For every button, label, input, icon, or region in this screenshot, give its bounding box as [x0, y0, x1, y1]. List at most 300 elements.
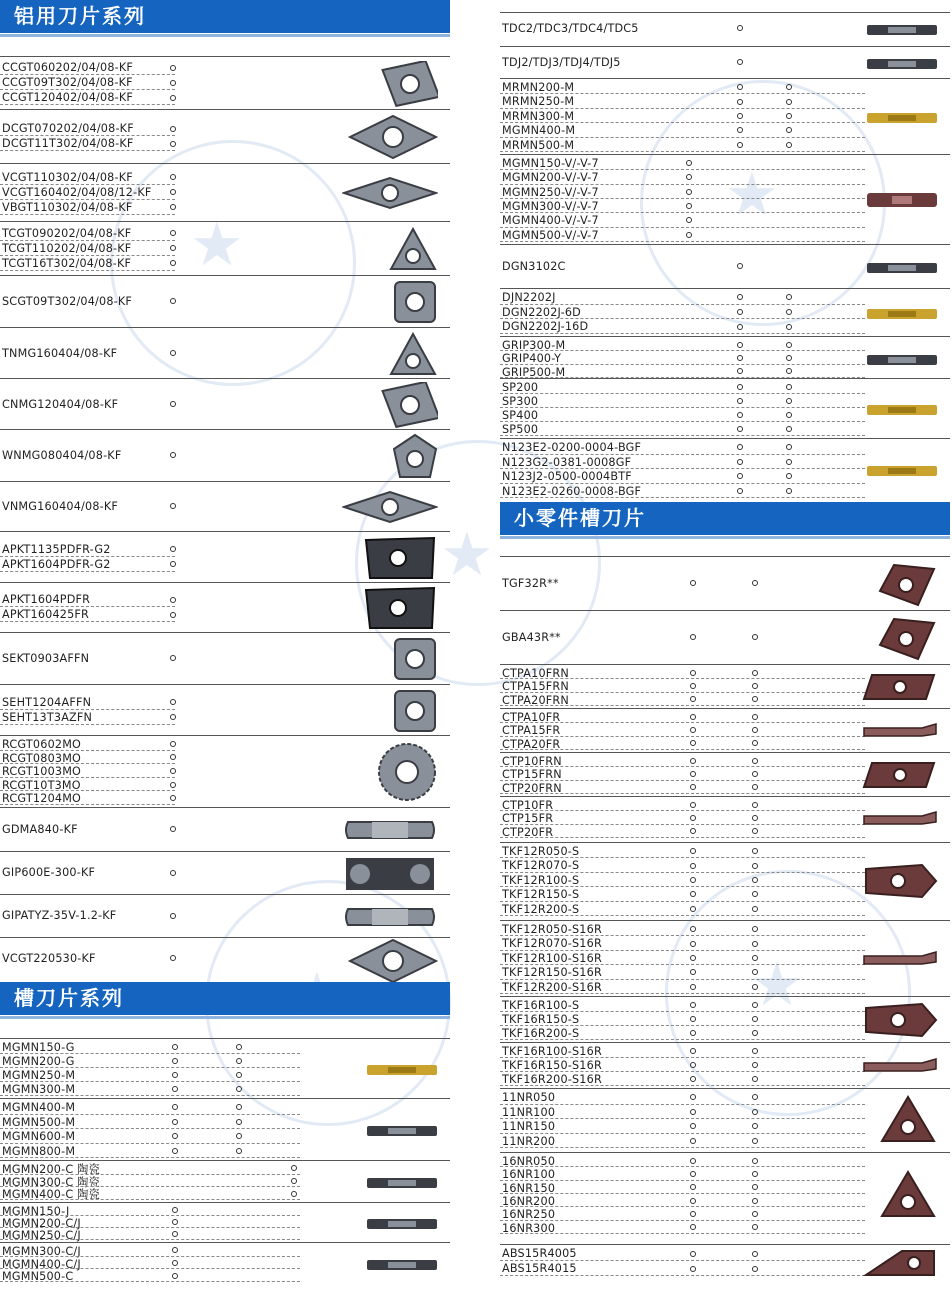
- list-item: [500, 21, 870, 36]
- availability-mark: [737, 263, 743, 269]
- model-number: N123G2-0381-0008GF: [502, 455, 632, 469]
- availability-mark: [172, 1231, 178, 1237]
- availability-mark: [291, 1178, 297, 1184]
- ctpa-frn-insert-icon: [862, 671, 938, 707]
- availability-mark: [690, 802, 696, 808]
- availability-mark: [690, 1158, 696, 1164]
- list-item: [0, 592, 370, 607]
- row-divider: [0, 1199, 300, 1200]
- availability-mark: [690, 771, 696, 777]
- insert-group: [500, 1152, 950, 1236]
- insert-group: [500, 1088, 950, 1150]
- availability-mark: [752, 1002, 758, 1008]
- availability-mark: [690, 877, 696, 883]
- model-number: ABS15R4015: [502, 1262, 577, 1275]
- tcgt-insert-icon: [388, 226, 438, 276]
- list-item: [0, 951, 370, 966]
- availability-mark: [690, 1224, 696, 1230]
- availability-mark: [690, 1016, 696, 1022]
- model-number: 11NR100: [502, 1105, 556, 1119]
- model-number: MRMN200-M: [502, 81, 575, 94]
- availability-mark: [752, 1016, 758, 1022]
- availability-mark: [690, 1030, 696, 1036]
- model-number: MGMN400-C/J: [2, 1257, 81, 1271]
- availability-mark: [690, 1198, 696, 1204]
- row-divider: [500, 993, 865, 994]
- list-item: [500, 455, 870, 470]
- model-number: SP300: [502, 395, 539, 408]
- list-item: [0, 60, 370, 75]
- 16nr-insert-icon: [878, 1170, 938, 1224]
- list-item: [0, 1082, 370, 1097]
- availability-mark: [737, 309, 743, 315]
- row-divider: [500, 1085, 865, 1086]
- availability-mark: [291, 1191, 297, 1197]
- section-header-small-parts: 小零件槽刀片: [500, 502, 950, 535]
- model-number: MRMN250-M: [502, 95, 575, 109]
- row-divider: [0, 150, 175, 151]
- insert-group: [500, 842, 950, 918]
- list-item: [500, 80, 870, 95]
- gip-insert-icon: [342, 854, 438, 898]
- model-number: 16NR050: [502, 1155, 556, 1168]
- row-divider: [500, 837, 865, 838]
- insert-group: [0, 807, 450, 851]
- model-number: APKT160425FR: [2, 608, 90, 621]
- availability-mark: [690, 714, 696, 720]
- availability-mark: [737, 59, 743, 65]
- model-number: TDJ2/TDJ3/TDJ4/TDJ5: [502, 55, 621, 69]
- model-number: MGMN300-C 陶瓷: [2, 1175, 100, 1189]
- model-number: APKT1135PDFR-G2: [2, 542, 111, 556]
- availability-mark: [752, 1094, 758, 1100]
- list-item: [500, 213, 870, 228]
- row-divider: [0, 571, 175, 572]
- model-number: TDC2/TDC3/TDC4/TDC5: [502, 21, 639, 35]
- list-item: [500, 290, 870, 305]
- list-item: [500, 951, 870, 966]
- list-item: [500, 998, 870, 1013]
- wnmg-insert-icon: [392, 433, 438, 483]
- model-number: VCGT160402/04/08/12-KF: [2, 185, 152, 199]
- availability-mark: [752, 1062, 758, 1068]
- insert-group: [500, 664, 950, 708]
- availability-mark: [752, 802, 758, 808]
- availability-mark: [690, 926, 696, 932]
- model-number: GRIP300-M: [502, 339, 566, 352]
- tnmg-insert-icon: [388, 331, 438, 381]
- model-number: MRMN500-M: [502, 138, 575, 152]
- list-item: [500, 259, 870, 274]
- list-item: [0, 791, 370, 806]
- insert-group: [500, 1244, 950, 1278]
- list-item: [500, 1119, 870, 1134]
- vcgt22-insert-icon: [348, 938, 438, 988]
- model-number: TKF12R070-S16R: [502, 937, 602, 951]
- availability-mark: [690, 955, 696, 961]
- model-number: ABS15R4005: [502, 1247, 577, 1260]
- availability-mark: [752, 740, 758, 746]
- availability-mark: [737, 355, 743, 361]
- availability-mark: [170, 298, 176, 304]
- model-number: RCGT1204MO: [2, 792, 82, 806]
- availability-mark: [170, 913, 176, 919]
- availability-mark: [172, 1044, 178, 1050]
- availability-mark: [737, 398, 743, 404]
- availability-mark: [172, 1072, 178, 1078]
- availability-mark: [690, 891, 696, 897]
- list-item: [500, 228, 870, 243]
- availability-mark: [172, 1058, 178, 1064]
- model-number: 11NR200: [502, 1134, 556, 1148]
- list-item: [0, 607, 370, 622]
- availability-mark: [170, 95, 176, 101]
- insert-group: [0, 221, 450, 275]
- model-number: APKT1604PDFR: [2, 593, 91, 606]
- availability-mark: [170, 546, 176, 552]
- availability-mark: [690, 683, 696, 689]
- model-number: APKT1604PDFR-G2: [2, 557, 111, 571]
- availability-mark: [752, 683, 758, 689]
- availability-mark: [690, 1048, 696, 1054]
- availability-mark: [786, 412, 792, 418]
- model-number: TKF12R050-S16R: [502, 923, 602, 936]
- model-number: MGMN150-V/-V-7: [502, 157, 599, 170]
- insert-group: [0, 481, 450, 531]
- row-divider: [0, 804, 175, 805]
- list-item: [0, 185, 370, 200]
- availability-mark: [737, 426, 743, 432]
- availability-mark: [690, 969, 696, 975]
- list-item: [0, 1144, 370, 1159]
- availability-mark: [690, 670, 696, 676]
- insert-group: [500, 438, 950, 500]
- model-number: DCGT11T302/04/08-KF: [2, 137, 134, 150]
- model-number: 11NR150: [502, 1120, 556, 1133]
- model-number: SEHT1204AFFN: [2, 695, 92, 709]
- model-number: CCGT09T302/04/08-KF: [2, 76, 133, 89]
- model-number: N123E2-0200-0004-BGF: [502, 441, 642, 454]
- sp-insert-icon: [866, 402, 938, 421]
- watermark-star-icon: ★: [750, 950, 804, 1020]
- watermark-star-icon: ★: [190, 210, 244, 280]
- list-item: [500, 138, 870, 153]
- availability-mark: [236, 1044, 242, 1050]
- list-item: [500, 965, 870, 980]
- model-number: DGN2202J-16D: [502, 320, 589, 334]
- model-number: TKF12R150-S16R: [502, 966, 602, 980]
- availability-mark: [786, 473, 792, 479]
- model-number: MGMN200-C/J: [2, 1217, 81, 1230]
- availability-mark: [737, 342, 743, 348]
- insert-group: [500, 556, 950, 610]
- dcgt-insert-icon: [348, 114, 438, 164]
- insert-group: [500, 1042, 950, 1088]
- model-number: SP200: [502, 381, 539, 394]
- list-item: [500, 199, 870, 214]
- availability-mark: [170, 782, 176, 788]
- list-item: [0, 822, 370, 837]
- availability-mark: [752, 926, 758, 932]
- row-divider: [500, 1147, 865, 1148]
- row-divider: [500, 749, 865, 750]
- availability-mark: [236, 1148, 242, 1154]
- model-number: CTP10FRN: [502, 755, 562, 768]
- availability-mark: [752, 941, 758, 947]
- model-number: MGMN500-M: [2, 1115, 76, 1129]
- list-item: [500, 185, 870, 200]
- availability-mark: [737, 384, 743, 390]
- availability-mark: [752, 758, 758, 764]
- model-number: CTPA15FRN: [502, 680, 569, 694]
- list-item: [500, 630, 870, 645]
- row-divider: [0, 270, 175, 271]
- row-divider: [500, 1233, 865, 1234]
- list-item: [0, 397, 370, 412]
- availability-mark: [752, 1224, 758, 1230]
- availability-mark: [752, 1158, 758, 1164]
- list-item: [500, 936, 870, 951]
- row-divider: [500, 241, 865, 242]
- list-item: [0, 651, 370, 666]
- model-number: DGN2202J-6D: [502, 305, 581, 319]
- availability-mark: [752, 955, 758, 961]
- availability-mark: [236, 1119, 242, 1125]
- model-number: DGN3102C: [502, 259, 566, 273]
- model-number: CCGT060202/04/08-KF: [2, 61, 134, 74]
- model-number: MGMN300-M: [2, 1083, 76, 1096]
- list-item: [500, 1261, 870, 1276]
- apkt-g2-insert-icon: [362, 536, 438, 584]
- tdc-insert-icon: [866, 22, 938, 41]
- model-number: TNMG160404/08-KF: [2, 346, 118, 360]
- availability-mark: [690, 696, 696, 702]
- availability-mark: [786, 355, 792, 361]
- list-item: [0, 1187, 370, 1202]
- list-item: [500, 693, 870, 708]
- availability-mark: [170, 870, 176, 876]
- model-number: RCGT0803MO: [2, 751, 82, 765]
- availability-mark: [170, 245, 176, 251]
- model-number: MGMN400-M: [502, 124, 576, 138]
- availability-mark: [737, 294, 743, 300]
- insert-group: [500, 46, 950, 78]
- availability-mark: [752, 863, 758, 869]
- availability-mark: [752, 1266, 758, 1272]
- insert-group: [0, 1098, 450, 1160]
- model-number: TKF12R070-S: [502, 859, 580, 873]
- row-divider: [500, 1275, 865, 1276]
- availability-mark: [170, 655, 176, 661]
- availability-mark: [690, 1123, 696, 1129]
- availability-mark: [690, 863, 696, 869]
- model-number: GIP600E-300-KF: [2, 866, 96, 879]
- model-number: GDMA840-KF: [2, 822, 78, 836]
- row-divider: [0, 724, 175, 725]
- availability-mark: [172, 1207, 178, 1213]
- model-number: 11NR050: [502, 1091, 556, 1104]
- availability-mark: [737, 324, 743, 330]
- availability-mark: [786, 142, 792, 148]
- model-number: DJN2202J: [502, 291, 556, 304]
- model-number: TKF12R050-S: [502, 845, 580, 858]
- list-item: [500, 858, 870, 873]
- n123-insert-icon: [866, 463, 938, 482]
- list-item: [0, 1115, 370, 1130]
- list-item: [500, 469, 870, 484]
- gdma-insert-icon: [342, 812, 438, 852]
- list-item: [0, 1269, 370, 1284]
- list-item: [500, 902, 870, 917]
- availability-mark: [737, 473, 743, 479]
- availability-mark: [172, 1260, 178, 1266]
- availability-mark: [170, 126, 176, 132]
- model-number: MGMN500-V/-V-7: [502, 228, 599, 242]
- model-number: VNMG160404/08-KF: [2, 499, 119, 513]
- availability-mark: [737, 99, 743, 105]
- model-number: CTP15FRN: [502, 768, 562, 782]
- model-number: VBGT110302/04/08-KF: [2, 200, 133, 214]
- model-number: TKF12R100-S: [502, 873, 580, 887]
- mgmn-v-insert-icon: [866, 190, 938, 214]
- availability-mark: [690, 1266, 696, 1272]
- availability-mark: [737, 412, 743, 418]
- availability-mark: [737, 444, 743, 450]
- availability-mark: [690, 758, 696, 764]
- model-number: MGMN600-M: [2, 1130, 76, 1143]
- list-item: [500, 1072, 870, 1087]
- list-item: [500, 484, 870, 499]
- dgn-insert-icon: [866, 260, 938, 279]
- availability-mark: [690, 1251, 696, 1257]
- availability-mark: [172, 1247, 178, 1253]
- insert-group: [500, 12, 950, 44]
- availability-mark: [752, 634, 758, 640]
- availability-mark: [786, 99, 792, 105]
- insert-group: [0, 1038, 450, 1098]
- availability-mark: [786, 368, 792, 374]
- list-item: [0, 1068, 370, 1083]
- availability-mark: [236, 1104, 242, 1110]
- list-item: [0, 1040, 370, 1055]
- availability-mark: [690, 1109, 696, 1115]
- availability-mark: [786, 309, 792, 315]
- availability-mark: [170, 699, 176, 705]
- availability-mark: [686, 203, 692, 209]
- insert-group: [0, 735, 450, 807]
- model-number: TKF16R150-S: [502, 1013, 580, 1026]
- availability-mark: [170, 174, 176, 180]
- tkf16-s16r-insert-icon: [862, 1057, 938, 1079]
- insert-group: [500, 610, 950, 664]
- vcgt-insert-icon: [342, 175, 438, 215]
- availability-mark: [172, 1148, 178, 1154]
- insert-group: [500, 708, 950, 752]
- tdj-insert-icon: [866, 56, 938, 75]
- availability-mark: [686, 174, 692, 180]
- availability-mark: [170, 768, 176, 774]
- availability-mark: [170, 612, 176, 618]
- availability-mark: [752, 1171, 758, 1177]
- availability-mark: [752, 1211, 758, 1217]
- model-number: TKF12R150-S: [502, 888, 580, 902]
- row-divider: [0, 1095, 300, 1096]
- model-number: CTPA10FRN: [502, 667, 569, 680]
- availability-mark: [752, 877, 758, 883]
- row-divider: [500, 435, 865, 436]
- availability-mark: [737, 368, 743, 374]
- list-item: [500, 1026, 870, 1041]
- list-item: [500, 980, 870, 995]
- model-number: MGMN400-C 陶瓷: [2, 1188, 100, 1202]
- model-number: MGMN250-V/-V-7: [502, 185, 599, 199]
- list-item: [0, 499, 370, 514]
- availability-mark: [690, 740, 696, 746]
- availability-mark: [690, 1171, 696, 1177]
- list-item: [0, 542, 370, 557]
- availability-mark: [786, 384, 792, 390]
- model-number: MGMN150-G: [2, 1041, 75, 1054]
- availability-mark: [170, 597, 176, 603]
- availability-mark: [170, 561, 176, 567]
- availability-mark: [170, 141, 176, 147]
- gold-groove-insert-icon: [366, 1062, 438, 1081]
- model-number: CTP20FRN: [502, 781, 562, 795]
- model-number: TCGT090202/04/08-KF: [2, 226, 132, 240]
- section-header-groove: 槽刀片系列: [0, 982, 450, 1015]
- model-number: CTPA15FR: [502, 724, 561, 738]
- availability-mark: [752, 670, 758, 676]
- availability-mark: [786, 127, 792, 133]
- availability-mark: [752, 1198, 758, 1204]
- availability-mark: [236, 1072, 242, 1078]
- insert-group: [0, 327, 450, 379]
- availability-mark: [170, 230, 176, 236]
- model-number: TCGT16T302/04/08-KF: [2, 256, 132, 270]
- availability-mark: [752, 1048, 758, 1054]
- list-item: [500, 576, 870, 591]
- list-item: [500, 440, 870, 455]
- model-number: TKF16R150-S16R: [502, 1059, 602, 1072]
- 11nr-insert-icon: [878, 1095, 938, 1149]
- availability-mark: [170, 714, 176, 720]
- row-divider: [500, 497, 865, 498]
- gba-insert-icon: [874, 615, 938, 665]
- row-divider: [500, 793, 865, 794]
- model-number: RCGT0602MO: [2, 738, 82, 751]
- watermark-star-icon: ★: [725, 160, 779, 230]
- availability-mark: [686, 189, 692, 195]
- tkf12-s16r-insert-icon: [862, 950, 938, 972]
- model-number: RCGT10T3MO: [2, 778, 81, 792]
- model-number: TKF16R200-S16R: [502, 1073, 602, 1086]
- model-number: TKF12R100-S16R: [502, 951, 602, 965]
- availability-mark: [170, 741, 176, 747]
- availability-mark: [690, 828, 696, 834]
- list-item: [500, 394, 870, 409]
- model-number: SEHT13T3AZFN: [2, 710, 93, 724]
- cnmg-insert-icon: [378, 382, 438, 432]
- model-number: MGMN200-C 陶瓷: [2, 1163, 100, 1176]
- model-number: CTPA10FR: [502, 711, 561, 724]
- model-number: WNMG080404/08-KF: [2, 448, 122, 462]
- list-item: [500, 319, 870, 334]
- availability-mark: [752, 580, 758, 586]
- availability-mark: [170, 350, 176, 356]
- availability-mark: [737, 25, 743, 31]
- row-divider: [0, 104, 175, 105]
- insert-group: [0, 894, 450, 937]
